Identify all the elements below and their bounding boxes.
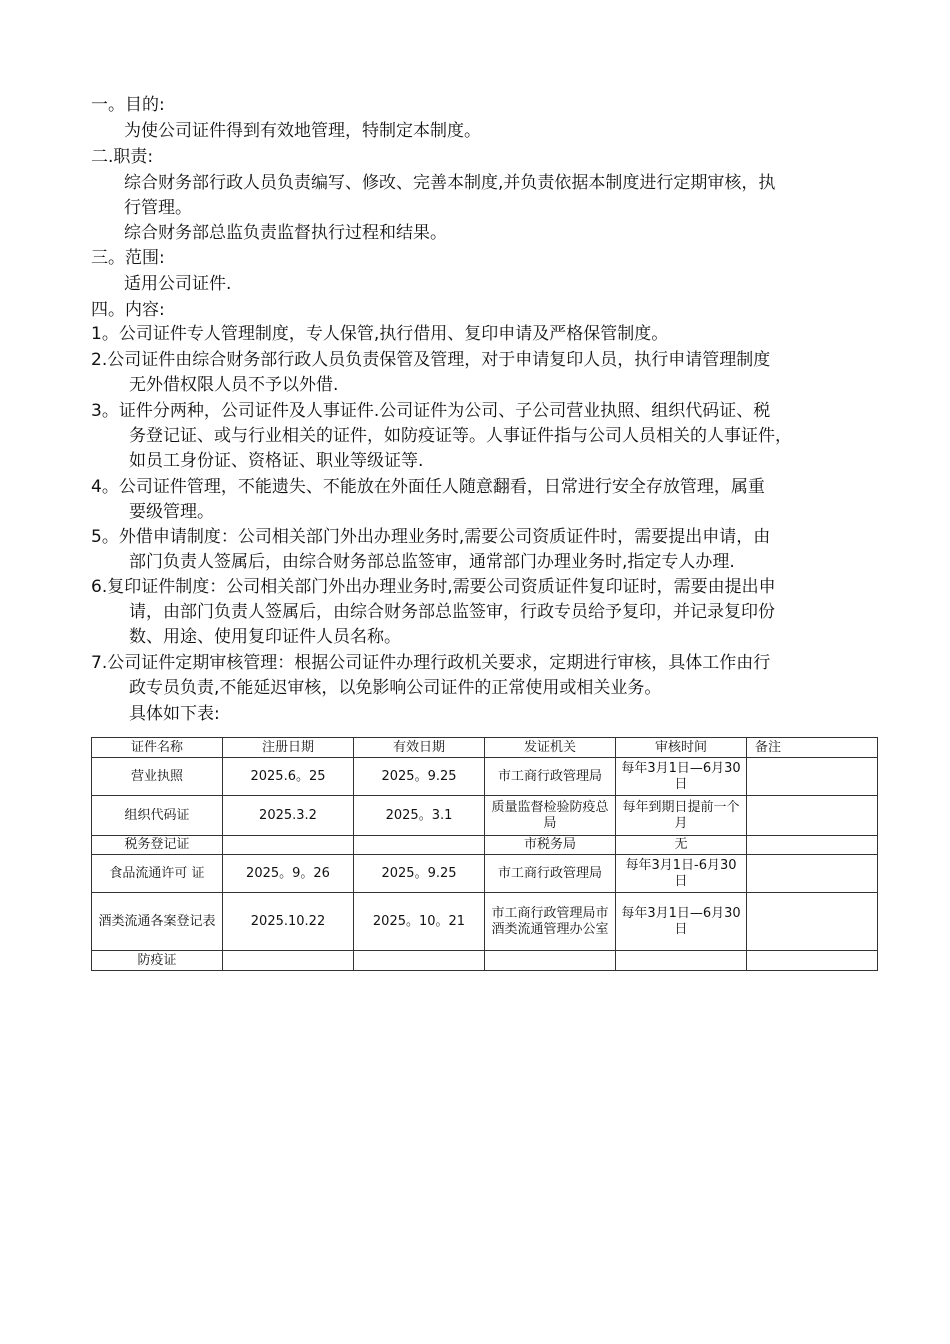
table-header-cell: 备注: [747, 738, 878, 758]
content-item-6-cont: 数、用途、使用复印证件人员名称。: [129, 627, 401, 647]
table-cell: 市工商行政管理局: [485, 855, 616, 893]
content-item-6-cont: 请，由部门负责人签属后，由综合财务部总监签审，行政专员给予复印，并记录复印份: [129, 602, 775, 622]
section-1-heading: 一。目的:: [91, 95, 165, 115]
content-item-3-cont: 务登记证、或与行业相关的证件，如防疫证等。人事证件指与公司人员相关的人事证件，: [129, 426, 792, 446]
certificate-table: [91, 737, 878, 971]
table-cell: [747, 855, 878, 893]
table-cell: 每年到期日提前一个月: [616, 796, 747, 836]
section-2-body-line: 行管理。: [124, 198, 192, 218]
table-cell: 2025.6。25: [223, 758, 354, 796]
table-cell: 每年3月1日—6月30日: [616, 893, 747, 951]
content-item-1: 1。公司证件专人管理制度，专人保管,执行借用、复印申请及严格保管制度。: [91, 324, 669, 344]
table-header-cell: 发证机关: [485, 738, 616, 758]
table-cell: 营业执照: [92, 758, 223, 796]
table-row: [92, 893, 878, 951]
table-row: [92, 855, 878, 893]
table-header-cell: 审核时间: [616, 738, 747, 758]
content-item-4-cont: 要级管理。: [129, 502, 214, 522]
section-4-heading: 四。内容:: [91, 300, 165, 320]
section-2-body-line: 综合财务部总监负责监督执行过程和结果。: [124, 223, 447, 243]
table-row: [92, 951, 878, 971]
table-header-cell: 有效日期: [354, 738, 485, 758]
table-cell: 组织代码证: [92, 796, 223, 836]
content-item-6: 6.复印证件制度：公司相关部门外出办理业务时,需要公司资质证件复印证时，需要由提出申: [91, 577, 776, 597]
table-cell: 2025。9.25: [354, 855, 485, 893]
content-item-4: 4。公司证件管理，不能遗失、不能放在外面任人随意翻看，日常进行安全存放管理，属重: [91, 477, 765, 497]
table-cell: [354, 951, 485, 971]
section-1-body: 为使公司证件得到有效地管理，特制定本制度。: [124, 121, 481, 141]
section-2-heading: 二.职责:: [91, 147, 154, 167]
table-cell: [616, 951, 747, 971]
table-header-cell: 证件名称: [92, 738, 223, 758]
section-3-heading: 三。范围:: [91, 248, 165, 268]
table-cell: 市工商行政管理局: [485, 758, 616, 796]
section-3-body: 适用公司证件.: [124, 274, 232, 294]
table-cell: [747, 796, 878, 836]
table-cell: 无: [616, 836, 747, 855]
table-cell: [747, 893, 878, 951]
table-row: [92, 836, 878, 855]
table-cell: 每年3月1日—6月30日: [616, 758, 747, 796]
table-cell: 2025.10.22: [223, 893, 354, 951]
table-cell: [747, 836, 878, 855]
content-item-5: 5。外借申请制度：公司相关部门外出办理业务时,需要公司资质证件时，需要提出申请，由: [91, 527, 771, 547]
table-cell: 防疫证: [92, 951, 223, 971]
table-cell: [485, 951, 616, 971]
table-cell: 酒类流通各案登记表: [92, 893, 223, 951]
content-item-3-cont: 如员工身份证、资格证、职业等级证等.: [129, 451, 424, 471]
section-2-body-line: 综合财务部行政人员负责编写、修改、完善本制度,并负责依据本制度进行定期审核，执: [124, 173, 776, 193]
table-cell: 每年3月1日-6月30日: [616, 855, 747, 893]
table-cell: 质量监督检验防疫总局: [485, 796, 616, 836]
content-item-7: 7.公司证件定期审核管理：根据公司证件办理行政机关要求，定期进行审核，具体工作由行: [91, 653, 771, 673]
table-intro: 具体如下表:: [129, 704, 220, 724]
table-cell: 2025。9.25: [354, 758, 485, 796]
table-cell: 市工商行政管理局市酒类流通管理办公室: [485, 893, 616, 951]
table-cell: 2025。3.1: [354, 796, 485, 836]
table-cell: 市税务局: [485, 836, 616, 855]
table-cell: [747, 951, 878, 971]
table-cell: 2025.3.2: [223, 796, 354, 836]
table-cell: 2025。9。26: [223, 855, 354, 893]
table-cell: [354, 836, 485, 855]
content-item-2-cont: 无外借权限人员不予以外借.: [129, 375, 339, 395]
table-cell: 2025。10。21: [354, 893, 485, 951]
table-row: [92, 758, 878, 796]
table-cell: 税务登记证: [92, 836, 223, 855]
content-item-7-cont: 政专员负责,不能延迟审核，以免影响公司证件的正常使用或相关业务。: [129, 678, 662, 698]
table-cell: [223, 836, 354, 855]
table-header-row: [92, 738, 878, 758]
table-row: [92, 796, 878, 836]
table-header-cell: 注册日期: [223, 738, 354, 758]
content-item-2: 2.公司证件由综合财务部行政人员负责保管及管理，对于申请复印人员，执行申请管理制度: [91, 350, 771, 370]
content-item-3: 3。证件分两种，公司证件及人事证件.公司证件为公司、子公司营业执照、组织代码证、税: [91, 401, 771, 421]
table-cell: 食品流通许可 证: [92, 855, 223, 893]
table-cell: [747, 758, 878, 796]
content-item-5-cont: 部门负责人签属后，由综合财务部总监签审，通常部门办理业务时,指定专人办理.: [129, 552, 735, 572]
table-cell: [223, 951, 354, 971]
